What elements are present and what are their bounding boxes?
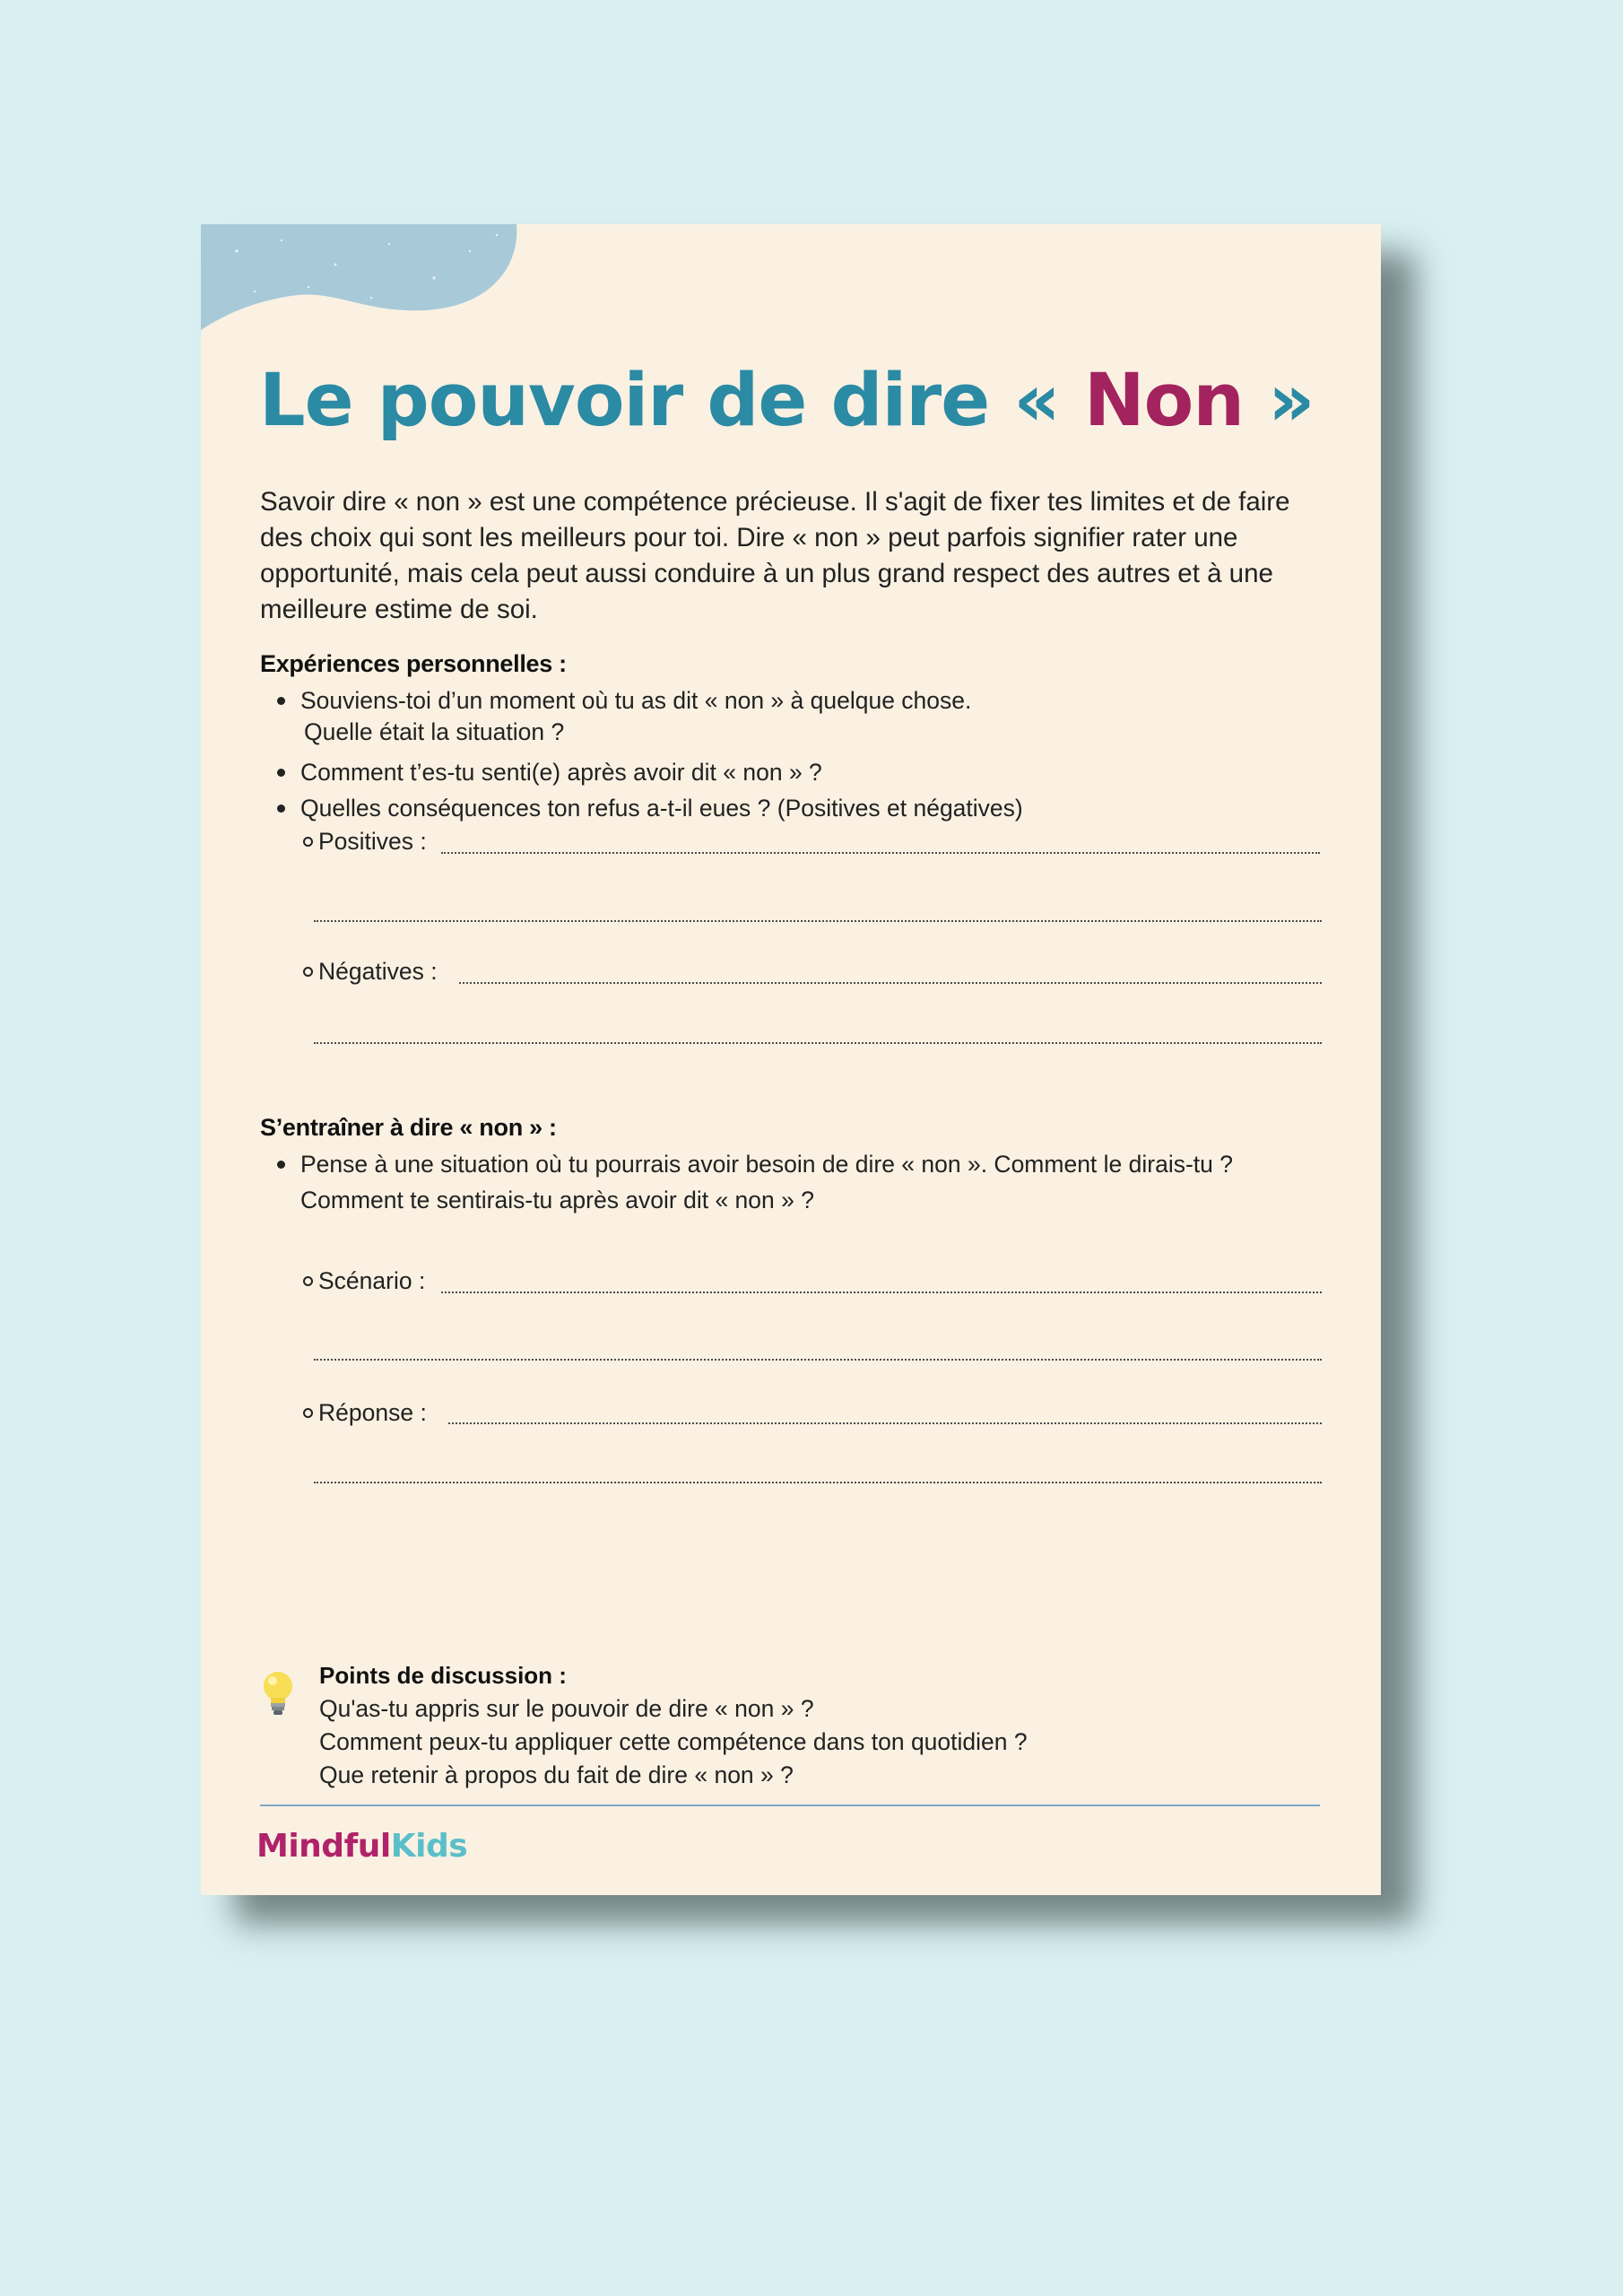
page-title [259,359,1315,443]
experience-bullet-1: Souviens-toi d’un moment où tu as dit « non » à quelque chose. [300,683,971,718]
intro-paragraph: Savoir dire « non » est une compétence précieuse. Il s'agit de fixer tes limites et de faire des choix qui sont les meilleurs pour toi. Dire « non » peut parfois signifier rater une opportunité, mais cela peut aussi conduire à un plus grand respect des autres et à une meilleure estime de soi. [260,487,1290,624]
footer-divider [260,1805,1320,1806]
practice-bullet: Pense à une situation où tu pourrais avoir besoin de dire « non ». Comment le dirais-tu ? Comment te sentirais-tu après avoir dit « non » ? [300,1146,1323,1218]
scenario-answer-line-2[interactable] [314,1359,1322,1361]
discussion-line-3: Que retenir à propos du fait de dire « non » ? [319,1761,794,1788]
hollow-bullet-icon [303,1276,313,1286]
negatives-answer-line-1[interactable] [459,982,1322,984]
title-suffix: » [1243,359,1315,443]
practice-heading: S’entraîner à dire « non » : [260,1114,557,1141]
title-prefix: Le pouvoir de dire « [259,359,1084,443]
hollow-bullet-icon [303,837,313,847]
negatives-answer-line-2[interactable] [314,1042,1322,1044]
hollow-bullet-icon [303,1408,313,1418]
discussion-line-1: Qu'as-tu appris sur le pouvoir de dire « non » ? [319,1695,814,1722]
scenario-label: Scénario : [303,1267,425,1295]
response-label: Réponse : [303,1399,427,1427]
response-answer-line-2[interactable] [314,1482,1322,1483]
title-accent: Non [1083,359,1244,443]
decorative-blob [201,224,524,341]
experience-bullet-3: Quelles conséquences ton refus a-t-il eues ? (Positives et négatives) [300,790,1023,826]
negatives-label: Négatives : [303,958,438,986]
positives-answer-line-1[interactable] [441,852,1320,854]
experiences-heading: Expériences personnelles : [260,650,567,677]
positives-label: Positives : [303,828,427,856]
lightbulb-icon [258,1668,298,1722]
hollow-bullet-icon [303,967,313,977]
scenario-answer-line-1[interactable] [441,1292,1322,1293]
discussion-section [319,1659,1028,1792]
discussion-line-2: Comment peux-tu appliquer cette compétence dans ton quotidien ? [319,1728,1028,1755]
mindfulkids-logo: MindfulKids [256,1828,468,1865]
discussion-heading: Points de discussion : [319,1662,567,1689]
experience-bullet-2: Comment t’es-tu senti(e) après avoir dit « non » ? [300,754,822,790]
worksheet-page [201,224,1381,1895]
positives-answer-line-2[interactable] [314,920,1322,922]
experience-bullet-1-continuation: Quelle était la situation ? [304,718,565,745]
response-answer-line-1[interactable] [448,1422,1322,1424]
